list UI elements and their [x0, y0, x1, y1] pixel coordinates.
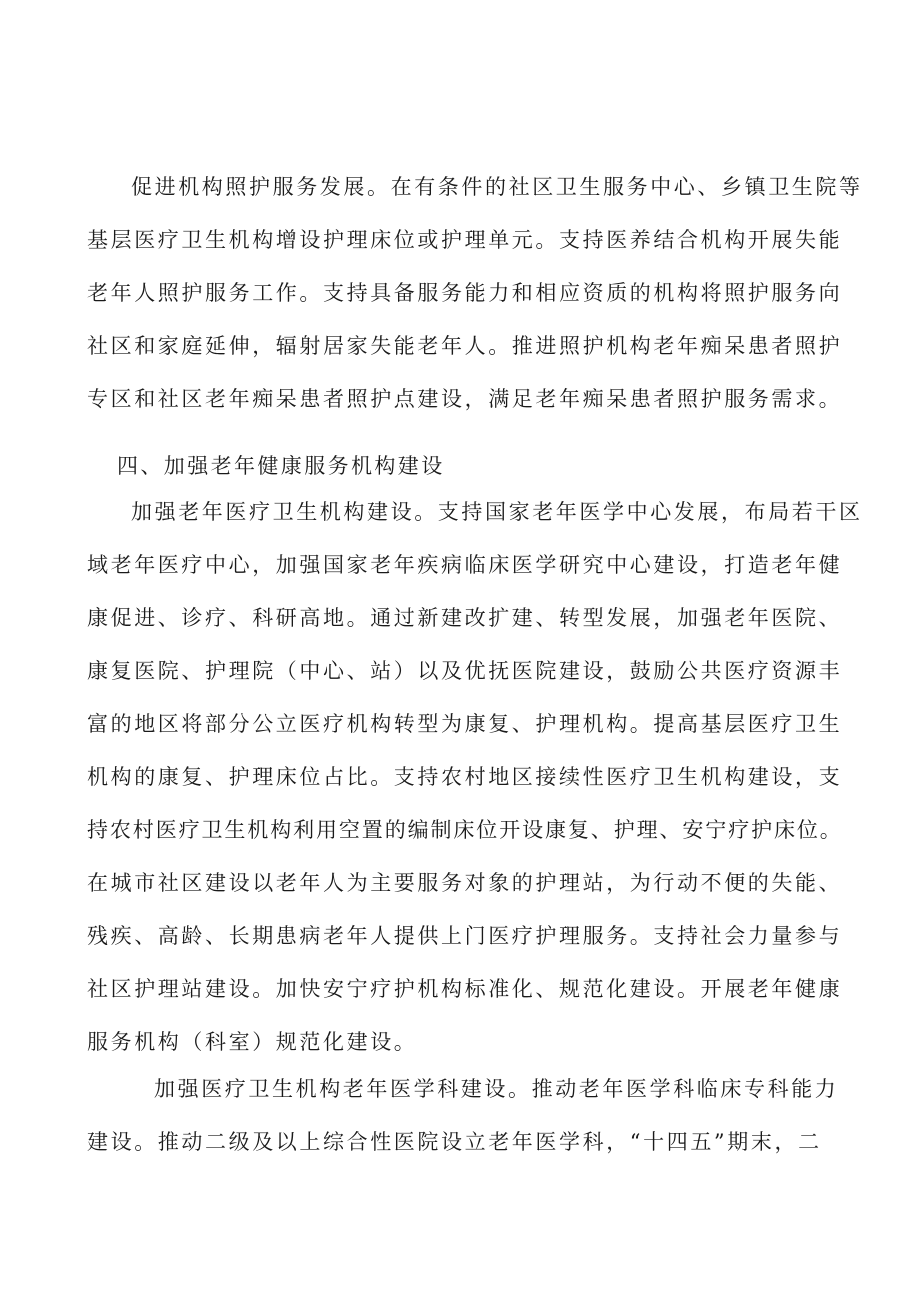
- text-line: 域老年医疗中心，加强国家老年疾病临床医学研究中心建设，打造老年健: [87, 553, 843, 577]
- text-line: 残疾、高龄、长期患病老年人提供上门医疗护理服务。支持社会力量参与: [87, 924, 843, 948]
- text-line: 基层医疗卫生机构增设护理床位或护理单元。支持医养结合机构开展失能: [87, 228, 843, 252]
- text-line: 康促进、诊疗、科研高地。通过新建改扩建、转型发展，加强老年医院、: [87, 606, 843, 630]
- text-line: 促进机构照护服务发展。在有条件的社区卫生服务中心、乡镇卫生院等: [131, 175, 863, 199]
- section-heading: 四、加强老年健康服务机构建设: [117, 454, 445, 478]
- text-line: 加强老年医疗卫生机构建设。支持国家老年医学中心发展，布局若干区: [131, 500, 863, 524]
- text-line: 康复医院、护理院（中心、站）以及优抚医院建设，鼓励公共医疗资源丰: [87, 659, 843, 683]
- text-line: 富的地区将部分公立医疗机构转型为康复、护理机构。提高基层医疗卫生: [87, 712, 843, 736]
- text-line: 老年人照护服务工作。支持具备服务能力和相应资质的机构将照护服务向: [87, 281, 843, 305]
- text-line: 社区和家庭延伸，辐射居家失能老年人。推进照护机构老年痴呆患者照护: [87, 334, 843, 358]
- text-line: 持农村医疗卫生机构利用空置的编制床位开设康复、护理、安宁疗护床位。: [87, 818, 843, 842]
- text-line: 专区和社区老年痴呆患者照护点建设，满足老年痴呆患者照护服务需求。: [87, 387, 843, 411]
- text-line: 加强医疗卫生机构老年医学科建设。推动老年医学科临床专科能力: [154, 1077, 839, 1101]
- text-line: 在城市社区建设以老年人为主要服务对象的护理站，为行动不便的失能、: [87, 871, 843, 895]
- text-line: 机构的康复、护理床位占比。支持农村地区接续性医疗卫生机构建设，支: [87, 765, 843, 789]
- text-line: 社区护理站建设。加快安宁疗护机构标准化、规范化建设。开展老年健康: [87, 977, 843, 1001]
- text-line: 服务机构（科室）规范化建设。: [87, 1030, 418, 1054]
- text-line: 建设。推动二级及以上综合性医院设立老年医学科，“十四五”期末，二: [87, 1130, 822, 1154]
